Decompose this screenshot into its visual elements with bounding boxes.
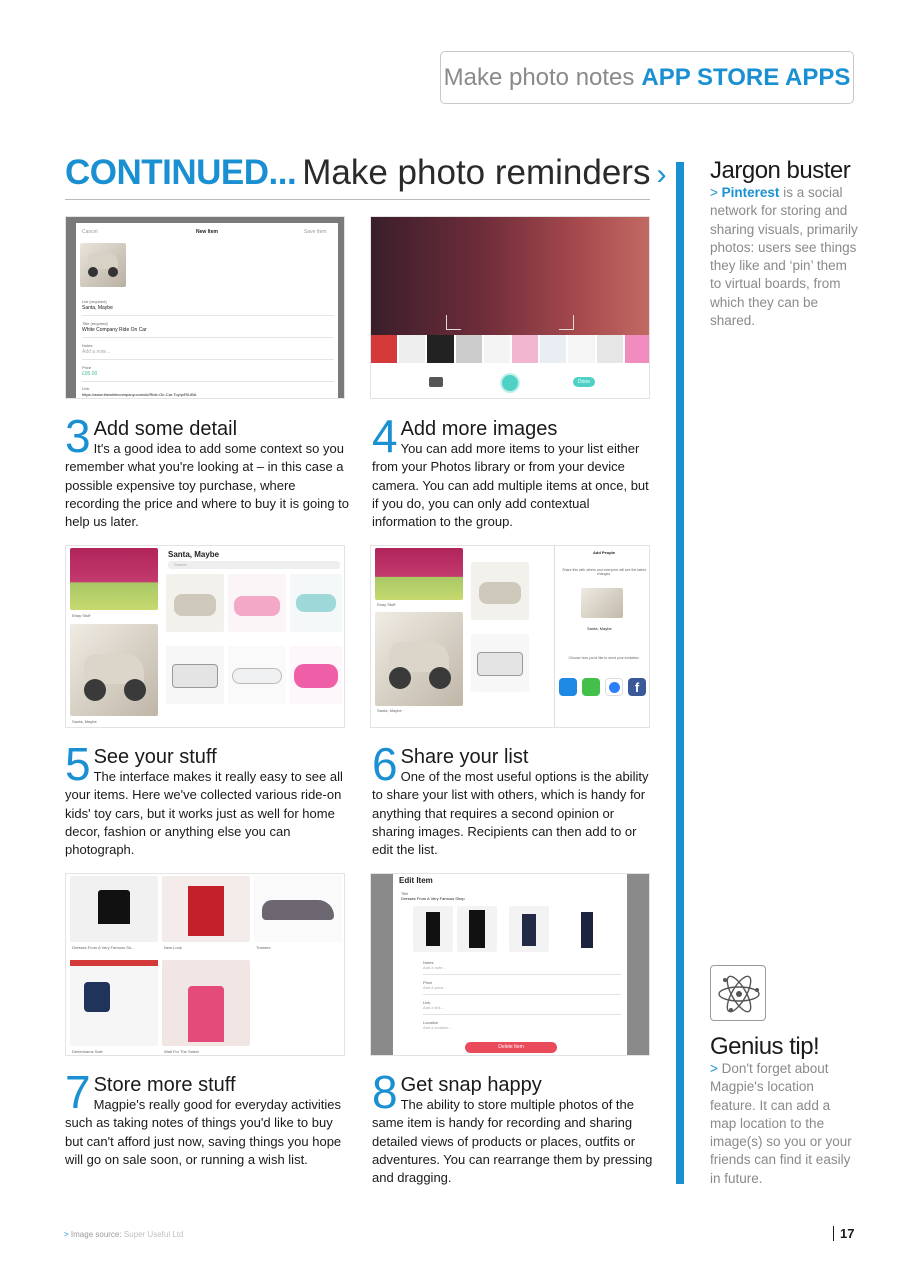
photo-library-icon[interactable] bbox=[429, 377, 443, 387]
genius-tip-body bbox=[710, 1060, 860, 1188]
price-label: Price bbox=[82, 365, 92, 370]
pink-shoes-photo[interactable] bbox=[375, 548, 463, 600]
notes-field[interactable]: Add a note... bbox=[82, 349, 111, 355]
chevron-right-icon: > bbox=[710, 1061, 718, 1076]
collection-label-3: Trainers bbox=[256, 945, 271, 950]
edit-link-field[interactable]: Add a link... bbox=[423, 1005, 444, 1010]
step-4-title: Add more images bbox=[400, 418, 558, 440]
chevron-right-icon: › bbox=[656, 158, 667, 191]
step-5-title: See your stuff bbox=[93, 746, 217, 768]
image-source-credit bbox=[64, 1230, 183, 1239]
trainers-photo[interactable] bbox=[254, 876, 342, 942]
dress-photo-3[interactable] bbox=[509, 906, 549, 952]
santa-maybe-label: Santa, Maybe bbox=[72, 719, 97, 724]
edit-item-title: Edit Item bbox=[399, 876, 433, 885]
step-5-number: 5 bbox=[65, 738, 91, 790]
ebay-stuff-label: Ebay Stuff bbox=[72, 613, 91, 618]
step-4-number: 4 bbox=[372, 410, 398, 462]
dress-photo-4[interactable] bbox=[567, 906, 607, 952]
toy-car-tile-3[interactable] bbox=[290, 574, 342, 632]
cancel-link[interactable]: Cancel bbox=[82, 229, 98, 235]
step-3-title: Add some detail bbox=[93, 418, 238, 440]
edit-location-label: Location bbox=[423, 1020, 439, 1025]
step-5-body: The interface makes it really easy to see all your items. Here we've collected various ride-on kids' toy cars, but it works just as well for home decor, fashion or anything else you can photograph. bbox=[65, 769, 343, 858]
screenshot-see-stuff bbox=[65, 545, 345, 728]
step-7-body: Magpie's really good for everyday activities such as taking notes of things you'd like to buy but can't afford just now, saving things you hope will go on sale soon, or running a wish list. bbox=[65, 1097, 342, 1167]
mail-share-icon[interactable] bbox=[559, 678, 577, 696]
screenshot-new-item bbox=[65, 216, 345, 399]
collection-label-5: Wait For The Sales! bbox=[164, 1049, 200, 1054]
step-6 bbox=[372, 738, 657, 859]
facebook-share-icon[interactable]: f bbox=[628, 678, 646, 696]
step-3-body: It's a good idea to add some context so you remember what you're looking at – in this case a possible expensive toy purchase, where recording the price and where to buy it is going to help us later. bbox=[65, 441, 350, 530]
black-skirt-photo[interactable] bbox=[70, 876, 158, 942]
title-label: Title (required) bbox=[82, 321, 108, 326]
jargon-term: Pinterest bbox=[721, 185, 780, 200]
step-4 bbox=[372, 410, 657, 531]
edit-price-field[interactable]: Add a price... bbox=[423, 985, 447, 990]
messages-share-icon[interactable] bbox=[582, 678, 600, 696]
step-6-title: Share your list bbox=[400, 746, 529, 768]
image-source-label: Image source: bbox=[70, 1230, 122, 1239]
dress-photo-1[interactable] bbox=[413, 906, 453, 952]
toy-car-tile-5[interactable] bbox=[228, 646, 286, 704]
save-item-link[interactable]: Save Item bbox=[304, 229, 327, 235]
jargon-buster-body bbox=[710, 184, 860, 330]
list-label: List (required) bbox=[82, 299, 107, 304]
edit-title-field[interactable]: Dresses From A Very Famous Shop bbox=[401, 896, 465, 901]
screenshot-share-list bbox=[370, 545, 650, 728]
toy-car-tile-1[interactable] bbox=[166, 574, 224, 632]
step-8-title: Get snap happy bbox=[400, 1074, 542, 1096]
notes-label: Notes bbox=[82, 343, 93, 348]
image-source-value: Super Useful Ltd bbox=[123, 1230, 184, 1239]
toy-car-tile-4[interactable] bbox=[471, 634, 529, 692]
genius-tip-text: Don't forget about Magpie's location feature. It can add a map location to the image(s) so you or your friends can find it easily in future. bbox=[710, 1061, 852, 1186]
pink-shoes-photo[interactable] bbox=[70, 548, 158, 610]
step-8-body: The ability to store multiple photos of the same item is handy for recording and sharing detailed views of products or places, outfits or adventures. You can rearrange them by pressing and dragging. bbox=[372, 1097, 653, 1186]
classic-car-photo[interactable] bbox=[70, 624, 158, 716]
step-7 bbox=[65, 1066, 350, 1169]
screenshot-add-images bbox=[370, 216, 650, 399]
edit-title-label: Title bbox=[401, 891, 409, 896]
title-field[interactable]: White Company Ride On Car bbox=[82, 327, 147, 333]
section-header-light: Make photo notes bbox=[443, 63, 635, 91]
debenhams-page-photo[interactable] bbox=[70, 960, 158, 1046]
toy-car-tile-4[interactable] bbox=[166, 646, 224, 704]
chevron-right-icon: > bbox=[710, 185, 718, 200]
step-6-body: One of the most useful options is the ability to share your list with others, which is handy for anything that requires a second opinion or sharing images. Recipients can then add to or edit the list. bbox=[372, 769, 649, 858]
toy-car-tile-6[interactable] bbox=[290, 646, 342, 704]
sidebar-divider bbox=[676, 162, 684, 1184]
toy-car-tile-2[interactable] bbox=[228, 574, 286, 632]
edit-location-field[interactable]: Add a location... bbox=[423, 1025, 452, 1030]
collection-label-1: Dresses From A Very Famous Sh... bbox=[72, 945, 135, 950]
screenshot-store-stuff bbox=[65, 873, 345, 1056]
genius-tip-title: Genius tip! bbox=[710, 1033, 820, 1060]
delete-item-button[interactable]: Delete Item bbox=[465, 1042, 557, 1053]
item-photo-thumbnail bbox=[80, 243, 126, 287]
messenger-share-icon[interactable] bbox=[605, 678, 623, 696]
list-title: Santa, Maybe bbox=[168, 550, 220, 559]
collection-label-4: Debenhams Sale bbox=[72, 1049, 103, 1054]
jargon-buster-title: Jargon buster bbox=[710, 157, 851, 184]
section-header-box bbox=[440, 51, 854, 104]
page-title-text: Make photo reminders bbox=[302, 153, 651, 192]
form-title: New Item bbox=[196, 229, 218, 235]
edit-notes-field[interactable]: Add a note... bbox=[423, 965, 446, 970]
add-people-panel bbox=[554, 546, 650, 728]
camera-viewfinder bbox=[371, 217, 650, 335]
toy-car-tile-1[interactable] bbox=[471, 562, 529, 620]
classic-car-photo[interactable] bbox=[375, 612, 463, 706]
shared-list-name: Santa, Maybe bbox=[587, 626, 612, 631]
shared-item-image bbox=[581, 588, 623, 618]
collection-label-2: New Look bbox=[164, 945, 182, 950]
chevron-right-icon: > bbox=[64, 1230, 69, 1239]
link-label: Link bbox=[82, 386, 90, 391]
page-title-continued: CONTINUED... bbox=[65, 153, 297, 192]
edit-price-label: Price bbox=[423, 980, 433, 985]
step-3 bbox=[65, 410, 350, 531]
step-6-number: 6 bbox=[372, 738, 398, 790]
step-5 bbox=[65, 738, 350, 859]
screenshot-snap-happy bbox=[370, 873, 650, 1056]
link-field[interactable]: https://www.thewhitecompany.com/uk/Ride-On-Car-Toy/p/RIUBA bbox=[82, 392, 197, 397]
pink-top-photo[interactable] bbox=[162, 960, 250, 1046]
new-item-form bbox=[76, 223, 338, 399]
add-people-desc: Share this with others and everyone will see the latest changes. bbox=[562, 568, 646, 576]
edit-link-label: Link bbox=[423, 1000, 431, 1005]
list-field[interactable]: Santa, Maybe bbox=[82, 305, 113, 311]
step-8 bbox=[372, 1066, 657, 1187]
page-number: 17 bbox=[833, 1226, 854, 1241]
gallery-search-placeholder: Search bbox=[174, 562, 187, 567]
done-button[interactable]: Done bbox=[573, 377, 595, 387]
price-field[interactable]: £95.00 bbox=[82, 371, 98, 377]
add-people-title: Add People bbox=[593, 550, 616, 555]
section-header-bold: APP STORE APPS bbox=[641, 63, 851, 91]
gallery-search-bar[interactable] bbox=[168, 561, 340, 569]
step-7-title: Store more stuff bbox=[93, 1074, 236, 1096]
photo-thumbnail-strip[interactable] bbox=[371, 335, 650, 363]
dress-photo-2[interactable] bbox=[457, 906, 497, 952]
edit-item-form bbox=[393, 874, 627, 1056]
step-4-body: You can add more items to your list either from your Photos library or from your device camera. You can add multiple items at once, but if you do, you can only add contextual information to the group. bbox=[372, 441, 649, 530]
page-title bbox=[65, 150, 667, 200]
shutter-button[interactable] bbox=[502, 375, 518, 391]
red-jeans-photo[interactable] bbox=[162, 876, 250, 942]
edit-notes-label: Notes bbox=[423, 960, 434, 965]
step-3-number: 3 bbox=[65, 410, 91, 462]
santa-maybe-label: Santa, Maybe bbox=[377, 708, 402, 713]
step-8-number: 8 bbox=[372, 1066, 398, 1118]
choose-send-method: Choose how you'd like to send your invitation: bbox=[568, 656, 640, 660]
atom-icon bbox=[710, 965, 766, 1021]
step-7-number: 7 bbox=[65, 1066, 91, 1118]
jargon-definition: is a social network for storing and sharing visuals, primarily photos: users see things they like and ‘pin’ them to virtual boards, from which they can be shared. bbox=[710, 185, 858, 329]
ebay-stuff-label: Ebay Stuff bbox=[377, 602, 396, 607]
